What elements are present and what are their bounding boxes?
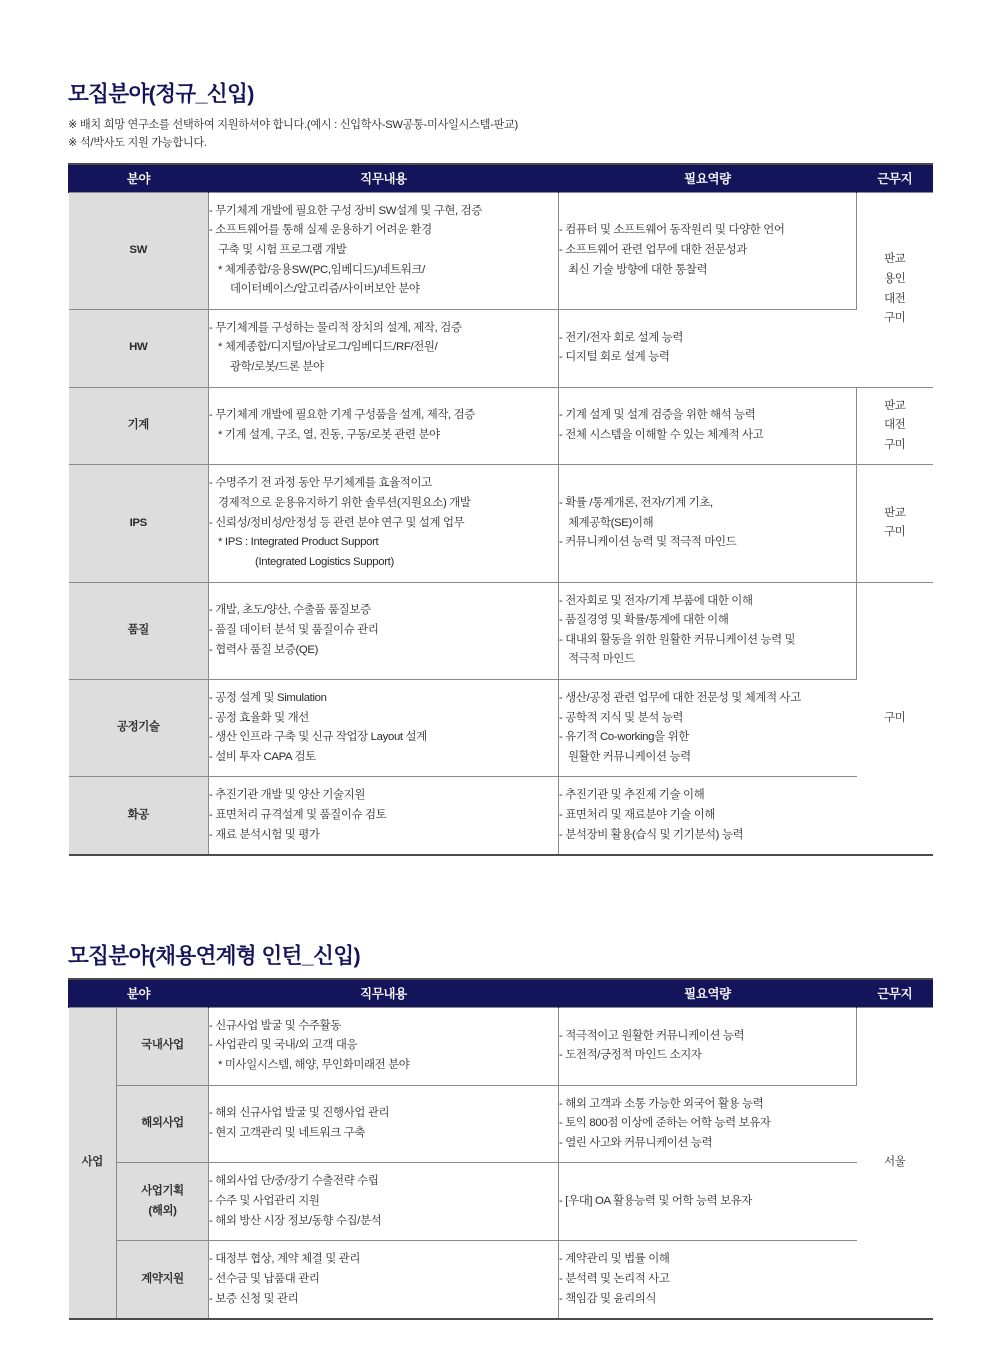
cell-location [857,192,933,387]
text-line: - 적극적이고 원활한 커뮤니케이션 능력 [559,1029,745,1042]
text-line: - 해외사업 단/중/장기 수출전략 수립 [209,1175,379,1188]
note-line: ※ 석/박사도 지원 가능합니다. [68,137,207,150]
cell-skills [559,679,857,776]
text-line: - 전기/전자 회로 설계 능력 [559,331,684,344]
skills-list [559,1027,856,1066]
text-line: - 공학적 지식 및 분석 능력 [559,711,684,724]
table-body-regular [69,192,933,855]
section-recruitment-intern [68,944,932,1320]
cell-location [857,465,933,582]
text-line: - 수주 및 사업관리 지원 [209,1195,320,1208]
text-line: - 표면처리 및 재료분야 기술 이해 [559,809,716,821]
cell-duties [209,1007,559,1085]
column-header-skills: 필요역량 [559,164,857,193]
duties-list [209,406,558,445]
skills-list [559,689,857,767]
text-line: * 기계 설계, 구조, 열, 진동, 구동/로봇 관련 분야 [218,429,440,442]
text-line: - 협력사 품질 보증(QE) [209,643,319,656]
text-line: - 무기체계 개발에 필요한 구성 장비 SW설계 및 구현, 검증 [209,204,482,217]
cell-skills [559,192,857,309]
location-name: 대전 [884,419,906,432]
text-line: - 해외 방산 시장 정보/동향 수집/분석 [209,1214,382,1227]
cell-duties [209,1085,559,1163]
note-line: ※ 배치 희망 연구소를 선택하여 지원하셔야 합니다.(예시 : 신입학사-SW공통-미사일시스템-판교) [68,118,518,131]
text-line: - 수명주기 전 과정 동안 무기체계를 효율적이고 [209,477,432,490]
cell-location [857,582,933,855]
cell-location [857,1007,933,1319]
skills-list [559,786,857,845]
text-line: - 재료 분석시험 및 평가 [209,828,320,841]
text-line: - 대내외 활동을 위한 원활한 커뮤니케이션 능력 및 [559,633,796,646]
text-line: - 신뢰성/정비성/안정성 등 관련 분야 연구 및 설계 업무 [209,516,465,529]
location-name: 판교 [884,399,906,412]
text-line: - 분석력 및 논리적 사고 [559,1272,670,1285]
location-name: 구미 [884,526,906,539]
notes-regular [68,116,932,153]
table-row [69,309,933,387]
cell-field-name: 해외사업 [117,1085,209,1163]
text-line: 적극적 마인드 [568,653,635,666]
page-title-intern: 모집분야(채용연계형 인턴_신입) [68,944,361,968]
text-line: - 설비 투자 CAPA 검토 [209,750,316,763]
cell-field-name: HW [69,309,209,387]
text-line: - 추진기관 및 추진제 기술 이해 [559,789,705,802]
table-row [69,1163,933,1241]
text-line: - 기계 설계 및 설계 검증을 위한 해석 능력 [559,409,756,422]
duties-list [209,202,558,300]
skills-list [559,494,856,553]
duties-list [209,1250,558,1309]
text-line: - 생산 인프라 구축 및 신규 작업장 Layout 설계 [209,731,427,744]
page-title-regular: 모집분야(정규_신입) [68,82,254,106]
text-line: - 도전적/긍정적 마인드 소지자 [559,1049,702,1062]
text-line: 원활한 커뮤니케이션 능력 [568,750,691,763]
text-line: - 해외 고객과 소통 가능한 외국어 활용 능력 [559,1097,764,1110]
cell-field-name: 품질 [69,582,209,679]
text-line: - 사업관리 및 국내/외 고객 대응 [209,1039,358,1052]
location-name: 대전 [884,292,906,305]
cell-duties [209,387,559,465]
text-line: - 열린 사고와 커뮤니케이션 능력 [559,1136,713,1149]
location-name: 구미 [884,711,906,724]
text-line: - 현지 고객관리 및 네트워크 구축 [209,1127,366,1140]
location-name: 서울 [884,1156,906,1169]
text-line: 체계공학(SE)이해 [568,516,654,529]
text-line: - 유기적 Co-working을 위한 [559,731,689,744]
text-line: - 대정부 협상, 계약 체결 및 관리 [209,1253,360,1266]
cell-field-name: 계약지원 [117,1241,209,1319]
cell-field-name: 화공 [69,777,209,855]
text-line: 데이터베이스/알고리즘/사이버보안 분야 [230,283,420,296]
skills-list [559,329,857,368]
table-body-intern [69,1007,933,1319]
text-line: 구축 및 시험 프로그램 개발 [218,243,347,256]
column-header-location: 근무지 [857,164,933,193]
cell-duties [209,679,559,776]
skills-list [559,221,856,280]
text-line: - 디지털 회로 설계 능력 [559,351,670,364]
text-line: - 무기체계 개발에 필요한 기계 구성품을 설계, 제작, 검증 [209,409,475,422]
column-header-field: 분야 [69,979,209,1008]
table-row [69,1085,933,1163]
text-line: - 추진기관 개발 및 양산 기술지원 [209,789,366,802]
text-line: - 전자회로 및 전자/기계 부품에 대한 이해 [559,594,753,607]
text-line: * IPS : Integrated Product Support [218,536,379,549]
text-line: - 생산/공정 관련 업무에 대한 전문성 및 체계적 사고 [559,691,801,704]
cell-duties [209,1241,559,1319]
text-line: - 소프트웨어 관련 업무에 대한 전문성과 [559,243,747,256]
cell-field-name: 공정기술 [69,679,209,776]
text-line: * 체계종합/디지털/아날로그/임베디드/RF/전원/ [218,341,438,354]
cell-skills [559,582,857,679]
text-line: - 보증 신청 및 관리 [209,1292,299,1305]
text-line: 광학/로봇/드론 분야 [230,361,324,374]
text-line: - 토익 800점 이상에 준하는 어학 능력 보유자 [559,1117,771,1130]
duties-list [209,689,558,767]
skills-list [559,1250,857,1309]
text-line: - [우대] OA 활용능력 및 어학 능력 보유자 [559,1195,753,1208]
duties-list [209,1104,558,1143]
duties-list [209,786,558,845]
text-line: * 미사일시스템, 해양, 무인화미래전 분야 [218,1059,410,1072]
duties-list [209,1172,558,1231]
skills-list [559,592,856,670]
text-line: 경제적으로 운용유지하기 위한 솔루션(지원요소) 개발 [218,497,471,510]
cell-skills [559,387,857,465]
skills-list [559,1192,857,1212]
cell-skills [559,309,857,387]
location-name: 용인 [884,273,906,286]
location-name: 판교 [884,253,906,266]
cell-duties [209,465,559,582]
location-name: 구미 [884,438,906,451]
text-line: - 무기체계를 구성하는 물리적 장치의 설계, 제작, 검증 [209,321,462,334]
text-line: - 컴퓨터 및 소프트웨어 동작원리 및 다양한 언어 [559,224,785,237]
text-line: - 품질 데이터 분석 및 품질이슈 관리 [209,623,379,636]
text-line: - 공정 설계 및 Simulation [209,691,327,704]
text-line: - 계약관리 및 법률 이해 [559,1253,670,1266]
location-name: 구미 [884,312,906,325]
cell-duties [209,1163,559,1241]
text-line: (Integrated Logistics Support) [255,555,394,568]
skills-list [559,406,856,445]
cell-skills [559,1241,857,1319]
table-row [69,1007,933,1085]
cell-field-name: IPS [69,465,209,582]
table-row [69,465,933,582]
text-line: - 개발, 초도/양산, 수출품 품질보증 [209,604,371,617]
table-row [69,387,933,465]
column-header-skills: 필요역량 [559,979,857,1008]
section-recruitment-regular [68,82,932,856]
duties-list [209,474,558,572]
text-line: - 커뮤니케이션 능력 및 적극적 마인드 [559,536,737,549]
table-header-row [69,164,933,193]
cell-duties [209,777,559,855]
recruitment-table-intern [68,978,933,1320]
column-header-field: 분야 [69,164,209,193]
text-line: - 품질경영 및 확률/통계에 대한 이해 [559,614,729,627]
duties-list [209,1017,558,1076]
cell-field-name: 사업기획 (해외) [117,1163,209,1241]
column-header-duties: 직무내용 [209,164,559,193]
text-line: - 선수금 및 납품대 관리 [209,1272,320,1285]
skills-list [559,1095,857,1154]
cell-location [857,387,933,465]
table-row [69,192,933,309]
column-header-duties: 직무내용 [209,979,559,1008]
duties-list [209,601,558,660]
cell-skills [559,1007,857,1085]
table-row [69,582,933,679]
cell-field-name: SW [69,192,209,309]
cell-duties [209,309,559,387]
table-header-row [69,979,933,1008]
text-line: 최신 기술 방향에 대한 통찰력 [568,263,708,276]
cell-skills [559,1085,857,1163]
table-row [69,777,933,855]
text-line: - 표면처리 규격설계 및 품질이슈 검토 [209,809,387,821]
cell-skills [559,1163,857,1241]
text-line: - 해외 신규사업 발굴 및 진행사업 관리 [209,1107,390,1120]
text-line: - 분석장비 활용(습식 및 기기분석) 능력 [559,828,744,841]
cell-field-name: 기계 [69,387,209,465]
cell-skills [559,465,857,582]
cell-duties [209,582,559,679]
column-header-location: 근무지 [857,979,933,1008]
recruitment-table-regular [68,163,933,856]
location-name: 판교 [884,506,906,519]
text-line: - 공정 효율화 및 개선 [209,711,309,724]
text-line: * 체계종합/응용SW(PC,임베디드)/네트워크/ [218,263,425,276]
cell-skills [559,777,857,855]
text-line: - 책임감 및 윤리의식 [559,1292,657,1305]
table-row [69,679,933,776]
duties-list [209,319,558,378]
cell-field-group: 사업 [69,1007,117,1319]
text-line: - 확률 /통계개론, 전자/기계 기초, [559,497,713,510]
text-line: - 신규사업 발굴 및 수주활동 [209,1019,341,1032]
table-row [69,1241,933,1319]
text-line: - 소프트웨어를 통해 실제 운용하기 어려운 환경 [209,224,432,237]
cell-field-name: 국내사업 [117,1007,209,1085]
text-line: - 전체 시스템을 이해할 수 있는 체계적 사고 [559,429,764,442]
cell-duties [209,192,559,309]
